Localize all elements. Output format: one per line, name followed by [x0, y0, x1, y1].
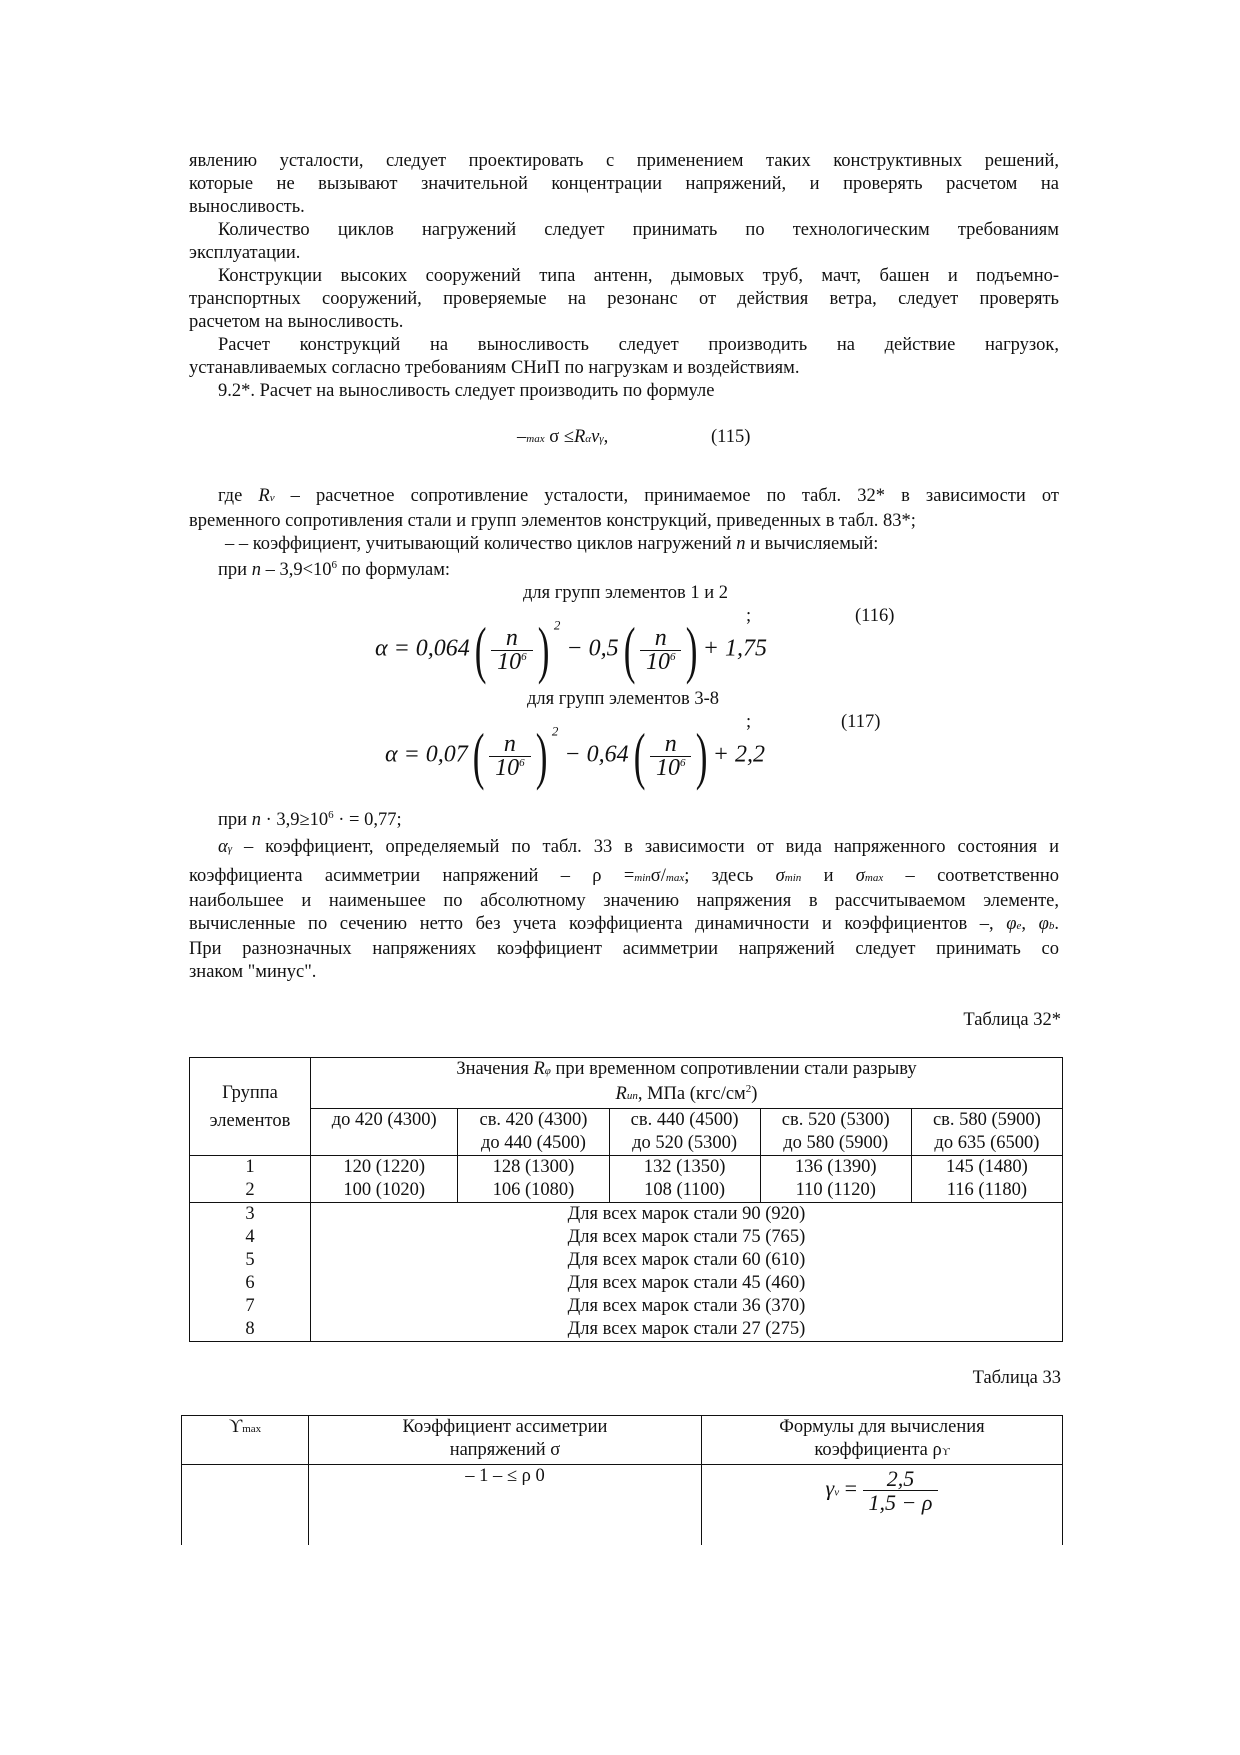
text-line: вычисленные по сечению нетто без учета коэффициента динамичности и коэффициентов –, φe, φb.	[189, 914, 1060, 934]
formula-gamma-v: γv = $\frac{2,5}{1,5 - \rho}$	[826, 1467, 939, 1514]
formula-117-block	[189, 688, 1059, 809]
paragraph-line: транспортных сооружений, проверяемые на резонанс от действия ветра, следует проверять	[189, 289, 1059, 309]
formula-116: α = 0,064( $\frac{n}{10^6}$ ) $^2$ − 0,5( $\frac{n}{10^6}$ ) + 1,75	[375, 614, 767, 685]
paragraph-line: устанавливаемых согласно требованиям СНиП по нагрузкам и воздействиям.	[189, 358, 800, 378]
group-label: для групп элементов 1 и 2	[523, 583, 729, 603]
text-line: при $n \cdot 3,9\ge 10^6$ · = 0,77;	[218, 808, 402, 830]
table-cell: 136 (1390) 110 (1120)	[760, 1156, 911, 1203]
column-header: Формулы для вычисления коэффициента ρϒ	[702, 1416, 1063, 1465]
paragraph-line: эксплуатации.	[189, 243, 301, 263]
table-row	[190, 1156, 1063, 1203]
text-line: коэффициента асимметрии напряжений – ρ =minσ/max; здесь σmin и σmax – соответственно	[189, 866, 1059, 886]
definition-line: где Rv – расчетное сопротивление усталости, принимаемое по табл. 32* в зависимости от	[218, 486, 1059, 506]
column-header: ϒmax	[182, 1416, 309, 1465]
group-label: для групп элементов 3-8	[527, 689, 720, 709]
text-line: αγ – коэффициент, определяемый по табл. 33 в зависимости от вида напряженного состояния и	[218, 837, 1059, 857]
table-row	[182, 1465, 1063, 1546]
table-cell: 145 (1480) 116 (1180)	[911, 1156, 1062, 1203]
group-header: Группа элементов	[190, 1058, 311, 1156]
column-header: св. 580 (5900) до 635 (6500)	[911, 1109, 1062, 1156]
column-header: св. 440 (4500) до 520 (5300)	[609, 1109, 760, 1156]
column-header: св. 520 (5300) до 580 (5900)	[760, 1109, 911, 1156]
equation-number: (115)	[711, 427, 751, 447]
table-cell: 128 (1300) 106 (1080)	[458, 1156, 609, 1203]
column-header: до 420 (4300)	[311, 1109, 458, 1156]
paragraph-line: Расчет конструкций на выносливость следует производить на действие нагрузок,	[218, 335, 1059, 355]
semicolon: ;	[746, 712, 752, 732]
paragraph-line: 9.2*. Расчет на выносливость следует производить по формуле	[218, 381, 715, 401]
page-body	[189, 150, 1059, 1545]
equation-number: (116)	[855, 606, 895, 626]
semicolon: ;	[746, 606, 752, 626]
text-line: При разнозначных напряжениях коэффициент асимметрии напряжений следует принимать со	[189, 939, 1059, 959]
definition-line: временного сопротивления стали и групп элементов конструкций, приведенных в табл. 83*;	[189, 511, 916, 531]
table-33-caption: Таблица 33	[972, 1368, 1061, 1388]
definition-line: – – коэффициент, учитывающий количество циклов нагружений n и вычисляемый:	[225, 534, 879, 554]
formula-116-block	[189, 582, 1059, 688]
equation-115	[189, 403, 1059, 463]
paragraph-line: Конструкции высоких сооружений типа антенн, дымовых труб, мачт, башен и подъемно-	[218, 266, 1059, 286]
paragraph-line: выносливость.	[189, 197, 305, 217]
table-cell: 120 (1220) 100 (1020)	[311, 1156, 458, 1203]
table-cell: Для всех марок стали 90 (920) Для всех марок стали 75 (765) Для всех марок стали 60 (610) Для всех марок стали 45 (460) Для всех марок стали 36 (370) Для всех марок стали 27 (275)	[311, 1203, 1063, 1342]
definition-line: при $n - 3,9<10^6$ по формулам:	[218, 558, 451, 580]
table-cell: 132 (1350) 108 (1100)	[609, 1156, 760, 1203]
equation-115-expression: –max σ ≤Rανγ,	[517, 427, 609, 447]
table-cell: 1 2	[190, 1156, 311, 1203]
table-cell	[702, 1465, 1063, 1546]
formula-117: α = 0,07( $\frac{n}{10^6}$ ) $^2$ − 0,64( $\frac{n}{10^6}$ ) + 2,2	[385, 720, 765, 791]
text-line: наибольшее и наименьшее по абсолютному значению напряжения в рассчитываемом элементе,	[189, 891, 1059, 911]
table-cell: 3 4 5 6 7 8	[190, 1203, 311, 1342]
table-cell	[182, 1465, 309, 1546]
values-header: Значения Rφ при временном сопротивлении стали разрыву Run, МПа $(кгс/см^2)$	[311, 1058, 1063, 1109]
paragraph-line: расчетом на выносливость.	[189, 312, 404, 332]
paragraph-line: Количество циклов нагружений следует принимать по технологическим требованиям	[218, 220, 1059, 240]
paragraph-line: которые не вызывают значительной концентрации напряжений, и проверять расчетом на	[189, 174, 1059, 194]
table-32	[189, 1057, 1063, 1342]
table-32-caption: Таблица 32*	[963, 1010, 1061, 1030]
table-cell: – 1 – ≤ ρ 0	[309, 1465, 702, 1546]
column-header: св. 420 (4300) до 440 (4500)	[458, 1109, 609, 1156]
equation-number: (117)	[841, 712, 881, 732]
column-header: Коэффициент ассиметрии напряжений σ	[309, 1416, 702, 1465]
table-33	[181, 1415, 1063, 1545]
paragraph-line: явлению усталости, следует проектировать с применением таких конструктивных решений,	[189, 151, 1059, 171]
text-line: знаком "минус".	[189, 962, 317, 982]
table-row	[190, 1203, 1063, 1342]
